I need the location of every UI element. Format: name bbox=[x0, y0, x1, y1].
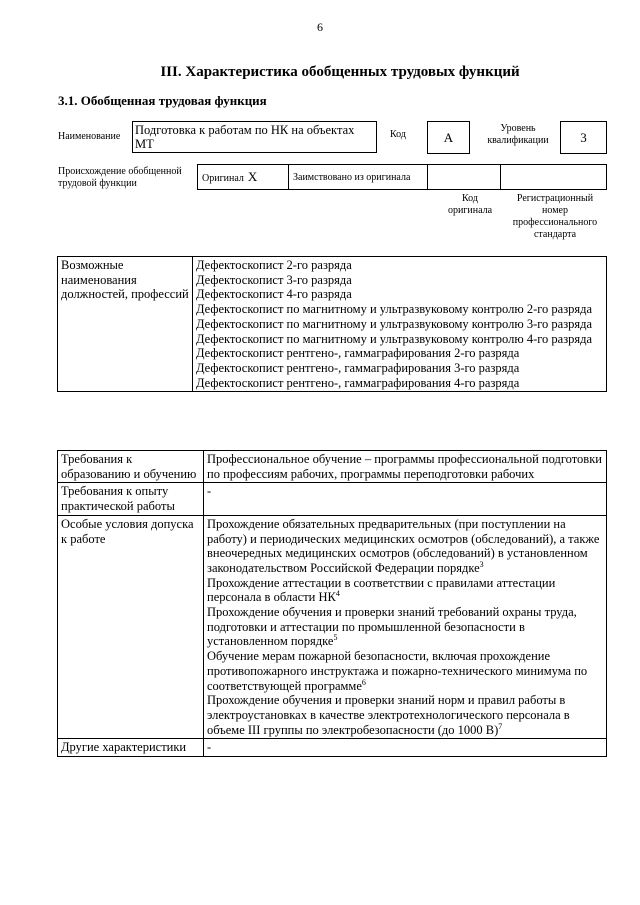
experience-label: Требования к опыту практической работы bbox=[58, 483, 204, 515]
table-row bbox=[58, 515, 607, 739]
name-label: Наименование bbox=[58, 131, 121, 142]
qualification-level-label: Уровень квалификации bbox=[487, 123, 549, 146]
origin-table bbox=[197, 164, 607, 190]
qualification-level-field: 3 bbox=[560, 121, 607, 154]
origin-label: Происхождение обобщенной трудовой функции bbox=[58, 166, 182, 189]
list-item: Обучение мерам пожарной безопасности, включая прохождение противопожарного инструктажа и пожарно-технического минимума по соответствующей программе$^6$ bbox=[207, 649, 588, 693]
list-item: Дефектоскопист 3-го разряда bbox=[196, 272, 352, 287]
code-field: А bbox=[427, 121, 470, 154]
list-item: Дефектоскопист по магнитному и ультразвуковому контролю 2-го разряда bbox=[196, 302, 593, 317]
section-title: III. Характеристика обобщенных трудовых функций bbox=[160, 64, 520, 80]
subsection-title: 3.1. Обобщенная трудовая функция bbox=[58, 93, 267, 108]
original-label: Оригинал bbox=[202, 173, 244, 184]
footnote-ref: 3 bbox=[479, 559, 484, 569]
code-original-label: Код оригинала bbox=[447, 193, 493, 216]
list-item: Дефектоскопист по магнитному и ультразвуковому контролю 4-го разряда bbox=[196, 331, 593, 346]
table-row bbox=[58, 483, 607, 515]
education-value: Профессиональное обучение – программы профессиональной подготовки по профессиям рабочих, программы переподготовки рабочих bbox=[204, 451, 607, 483]
other-label: Другие характеристики bbox=[58, 739, 204, 757]
code-label: Код bbox=[390, 129, 406, 140]
borrowed-cell bbox=[289, 165, 428, 190]
list-item: Дефектоскопист рентгено-, гаммаграфирования 4-го разряда bbox=[196, 375, 520, 390]
registration-number-cell bbox=[501, 165, 607, 190]
admission-label: Особые условия допуска к работе bbox=[58, 515, 204, 739]
function-name-field: Подготовка к работам по НК на объектах МТ bbox=[132, 121, 377, 153]
list-item: Прохождение обучения и проверки знаний норм и правил работы в электроустановках в качестве электротехнологического персонала в объеме III группы по электробезопасности (до 1000 В)$^7$ bbox=[207, 693, 570, 737]
table-row bbox=[58, 739, 607, 757]
requirements-table bbox=[57, 450, 607, 757]
original-cell bbox=[198, 165, 289, 190]
list-item: Прохождение обязательных предварительных (при поступлении на работу) и периодических медицинских осмотров (обследований), а также внеочередных медицинских осмотров (обследований) в установленном законодательством Российской Федерации порядке$^3$ bbox=[207, 516, 600, 575]
footnote-ref: 4 bbox=[335, 589, 340, 599]
other-value: - bbox=[204, 739, 607, 757]
list-item: Дефектоскопист 2-го разряда bbox=[196, 258, 352, 272]
admission-conditions bbox=[204, 515, 607, 739]
table-row bbox=[58, 451, 607, 483]
page-number: 6 bbox=[317, 20, 323, 34]
list-item: Прохождение аттестации в соответствии с правилами аттестации персонала в области $НК^4$ bbox=[207, 575, 556, 605]
code-original-cell bbox=[428, 165, 501, 190]
registration-number-label: Регистрационный номер профессионального стандарта bbox=[512, 193, 598, 240]
list-item: Дефектоскопист рентгено-, гаммаграфирования 3-го разряда bbox=[196, 360, 520, 375]
list-item: Дефектоскопист 4-го разряда bbox=[196, 287, 352, 302]
original-mark: X bbox=[247, 169, 258, 184]
footnote-ref: 6 bbox=[361, 677, 366, 687]
list-item: Дефектоскопист рентгено-, гаммаграфирования 2-го разряда bbox=[196, 346, 520, 361]
education-label: Требования к образованию и обучению bbox=[58, 451, 204, 483]
experience-value: - bbox=[204, 483, 607, 515]
footnote-ref: 5 bbox=[333, 633, 338, 643]
footnote-ref: 7 bbox=[498, 721, 503, 731]
table-row bbox=[58, 257, 607, 392]
borrowed-label: Заимствовано из оригинала bbox=[293, 171, 411, 183]
list-item: Прохождение обучения и проверки знаний требований охраны труда, подготовки и аттестации по промышленной безопасности в установленном порядке$^5$ bbox=[207, 605, 577, 649]
positions-list bbox=[193, 257, 607, 392]
positions-label: Возможные наименования должностей, профессий bbox=[58, 257, 193, 392]
list-item: Дефектоскопист по магнитному и ультразвуковому контролю 3-го разряда bbox=[196, 316, 593, 331]
positions-table bbox=[57, 256, 607, 392]
